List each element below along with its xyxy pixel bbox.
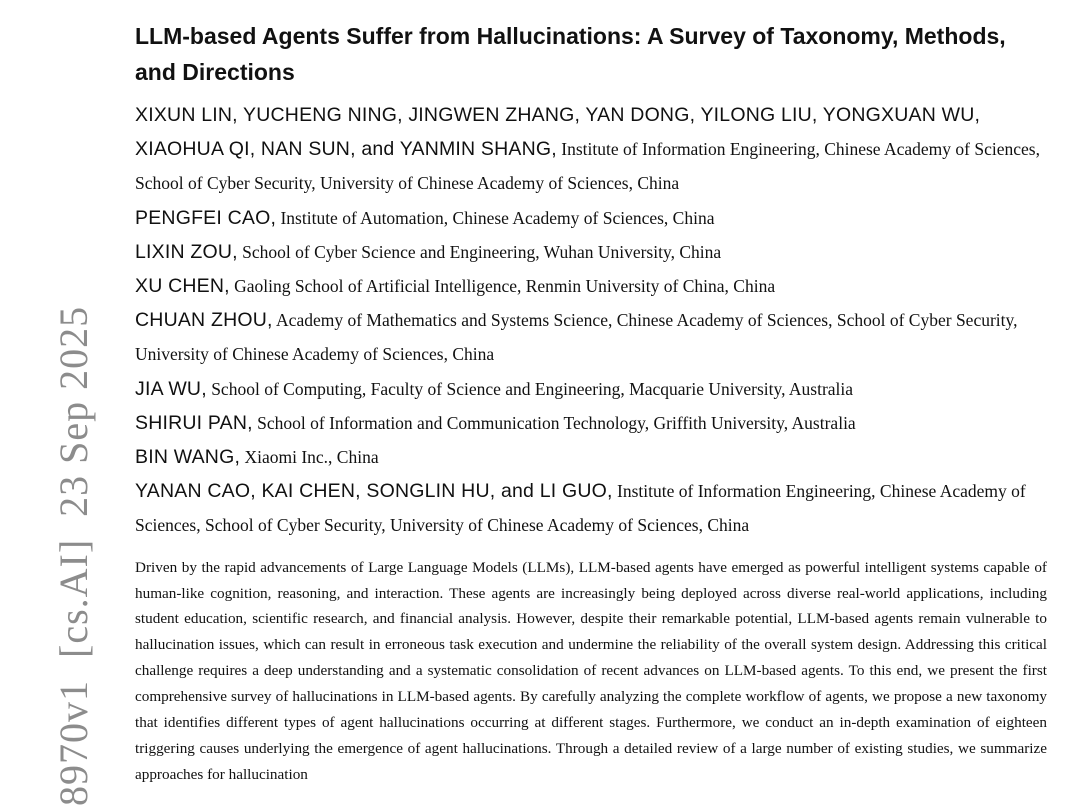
author-entry <box>135 406 1047 440</box>
arxiv-category: [cs.AI] <box>51 538 96 658</box>
author-names: JIA WU, <box>135 377 207 400</box>
abstract-text: Driven by the rapid advancements of Large Language Models (LLMs), LLM-based agents have emerged as powerful intelligent systems capable of human-like cognition, reasoning, and interaction. These agents are increasingly being deployed across diverse real-world applications, including student education, scientific research, and financial analysis. However, despite their remarkable potential, LLM-based agents remain vulnerable to hallucination issues, which can result in erroneous task execution and undermine the reliability of the overall system design. Addressing this critical challenge requires a deep understanding and a systematic consolidation of recent advances on LLM-based agents. To this end, we present the first comprehensive survey of hallucinations in LLM-based agents. By carefully analyzing the complete workflow of agents, we propose a new taxonomy that identifies different types of agent hallucinations occurring at different stages. Furthermore, we conduct an in-depth examination of eighteen triggering causes underlying the emergence of agent hallucinations. Through a detailed review of a large number of existing studies, we summarize approaches for hallucination <box>135 558 1047 783</box>
author-names: BIN WANG, <box>135 446 241 469</box>
author-entry <box>135 303 1047 371</box>
author-entry <box>135 269 1047 303</box>
author-entry <box>135 201 1047 235</box>
paper-title: LLM-based Agents Suffer from Hallucinations: A Survey of Taxonomy, Methods, and Directions <box>135 23 1006 85</box>
author-entry <box>135 474 1047 542</box>
author-list <box>135 98 1047 543</box>
author-names: SHIRUI PAN, <box>135 411 253 434</box>
author-affiliation: Academy of Mathematics and Systems Science, Chinese Academy of Sciences, School of Cyber Security, University of Chinese Academy of Sciences, China <box>135 310 1018 365</box>
author-affiliation: Gaoling School of Artificial Intelligence, Renmin University of China, China <box>234 276 776 297</box>
paper-header <box>135 18 1047 803</box>
arxiv-identifier-stamp <box>51 305 96 806</box>
author-names: XIXUN LIN, YUCHENG NING, JINGWEN ZHANG, YAN DONG, YILONG LIU, YONGXUAN WU, XIAOHUA QI, NAN SUN, and YANMIN SHANG, <box>135 104 981 161</box>
arxiv-date: 23 Sep 2025 <box>51 305 96 517</box>
arxiv-id: 8970v1 <box>51 680 96 806</box>
author-affiliation: School of Information and Communication Technology, Griffith University, Australia <box>257 412 856 433</box>
author-names: CHUAN ZHOU, <box>135 309 273 332</box>
author-affiliation: Xiaomi Inc., China <box>244 447 379 468</box>
author-affiliation: School of Computing, Faculty of Science and Engineering, Macquarie University, Australia <box>211 378 854 399</box>
author-affiliation: Institute of Information Engineering, Chinese Academy of Sciences, School of Cyber Security, University of Chinese Academy of Sciences, China <box>135 481 1026 536</box>
author-entry <box>135 372 1047 406</box>
author-names: XU CHEN, <box>135 275 230 298</box>
author-names: PENGFEI CAO, <box>135 206 277 229</box>
author-names: YANAN CAO, KAI CHEN, SONGLIN HU, and LI GUO, <box>135 480 613 503</box>
author-entry <box>135 235 1047 269</box>
author-affiliation: Institute of Information Engineering, Chinese Academy of Sciences, School of Cyber Security, University of Chinese Academy of Sciences, China <box>135 139 1040 194</box>
author-affiliation: School of Cyber Science and Engineering, Wuhan University, China <box>242 241 722 262</box>
author-entry <box>135 440 1047 474</box>
author-affiliation: Institute of Automation, Chinese Academy of Sciences, China <box>280 207 715 228</box>
author-entry <box>135 98 1047 201</box>
author-names: LIXIN ZOU, <box>135 240 238 263</box>
